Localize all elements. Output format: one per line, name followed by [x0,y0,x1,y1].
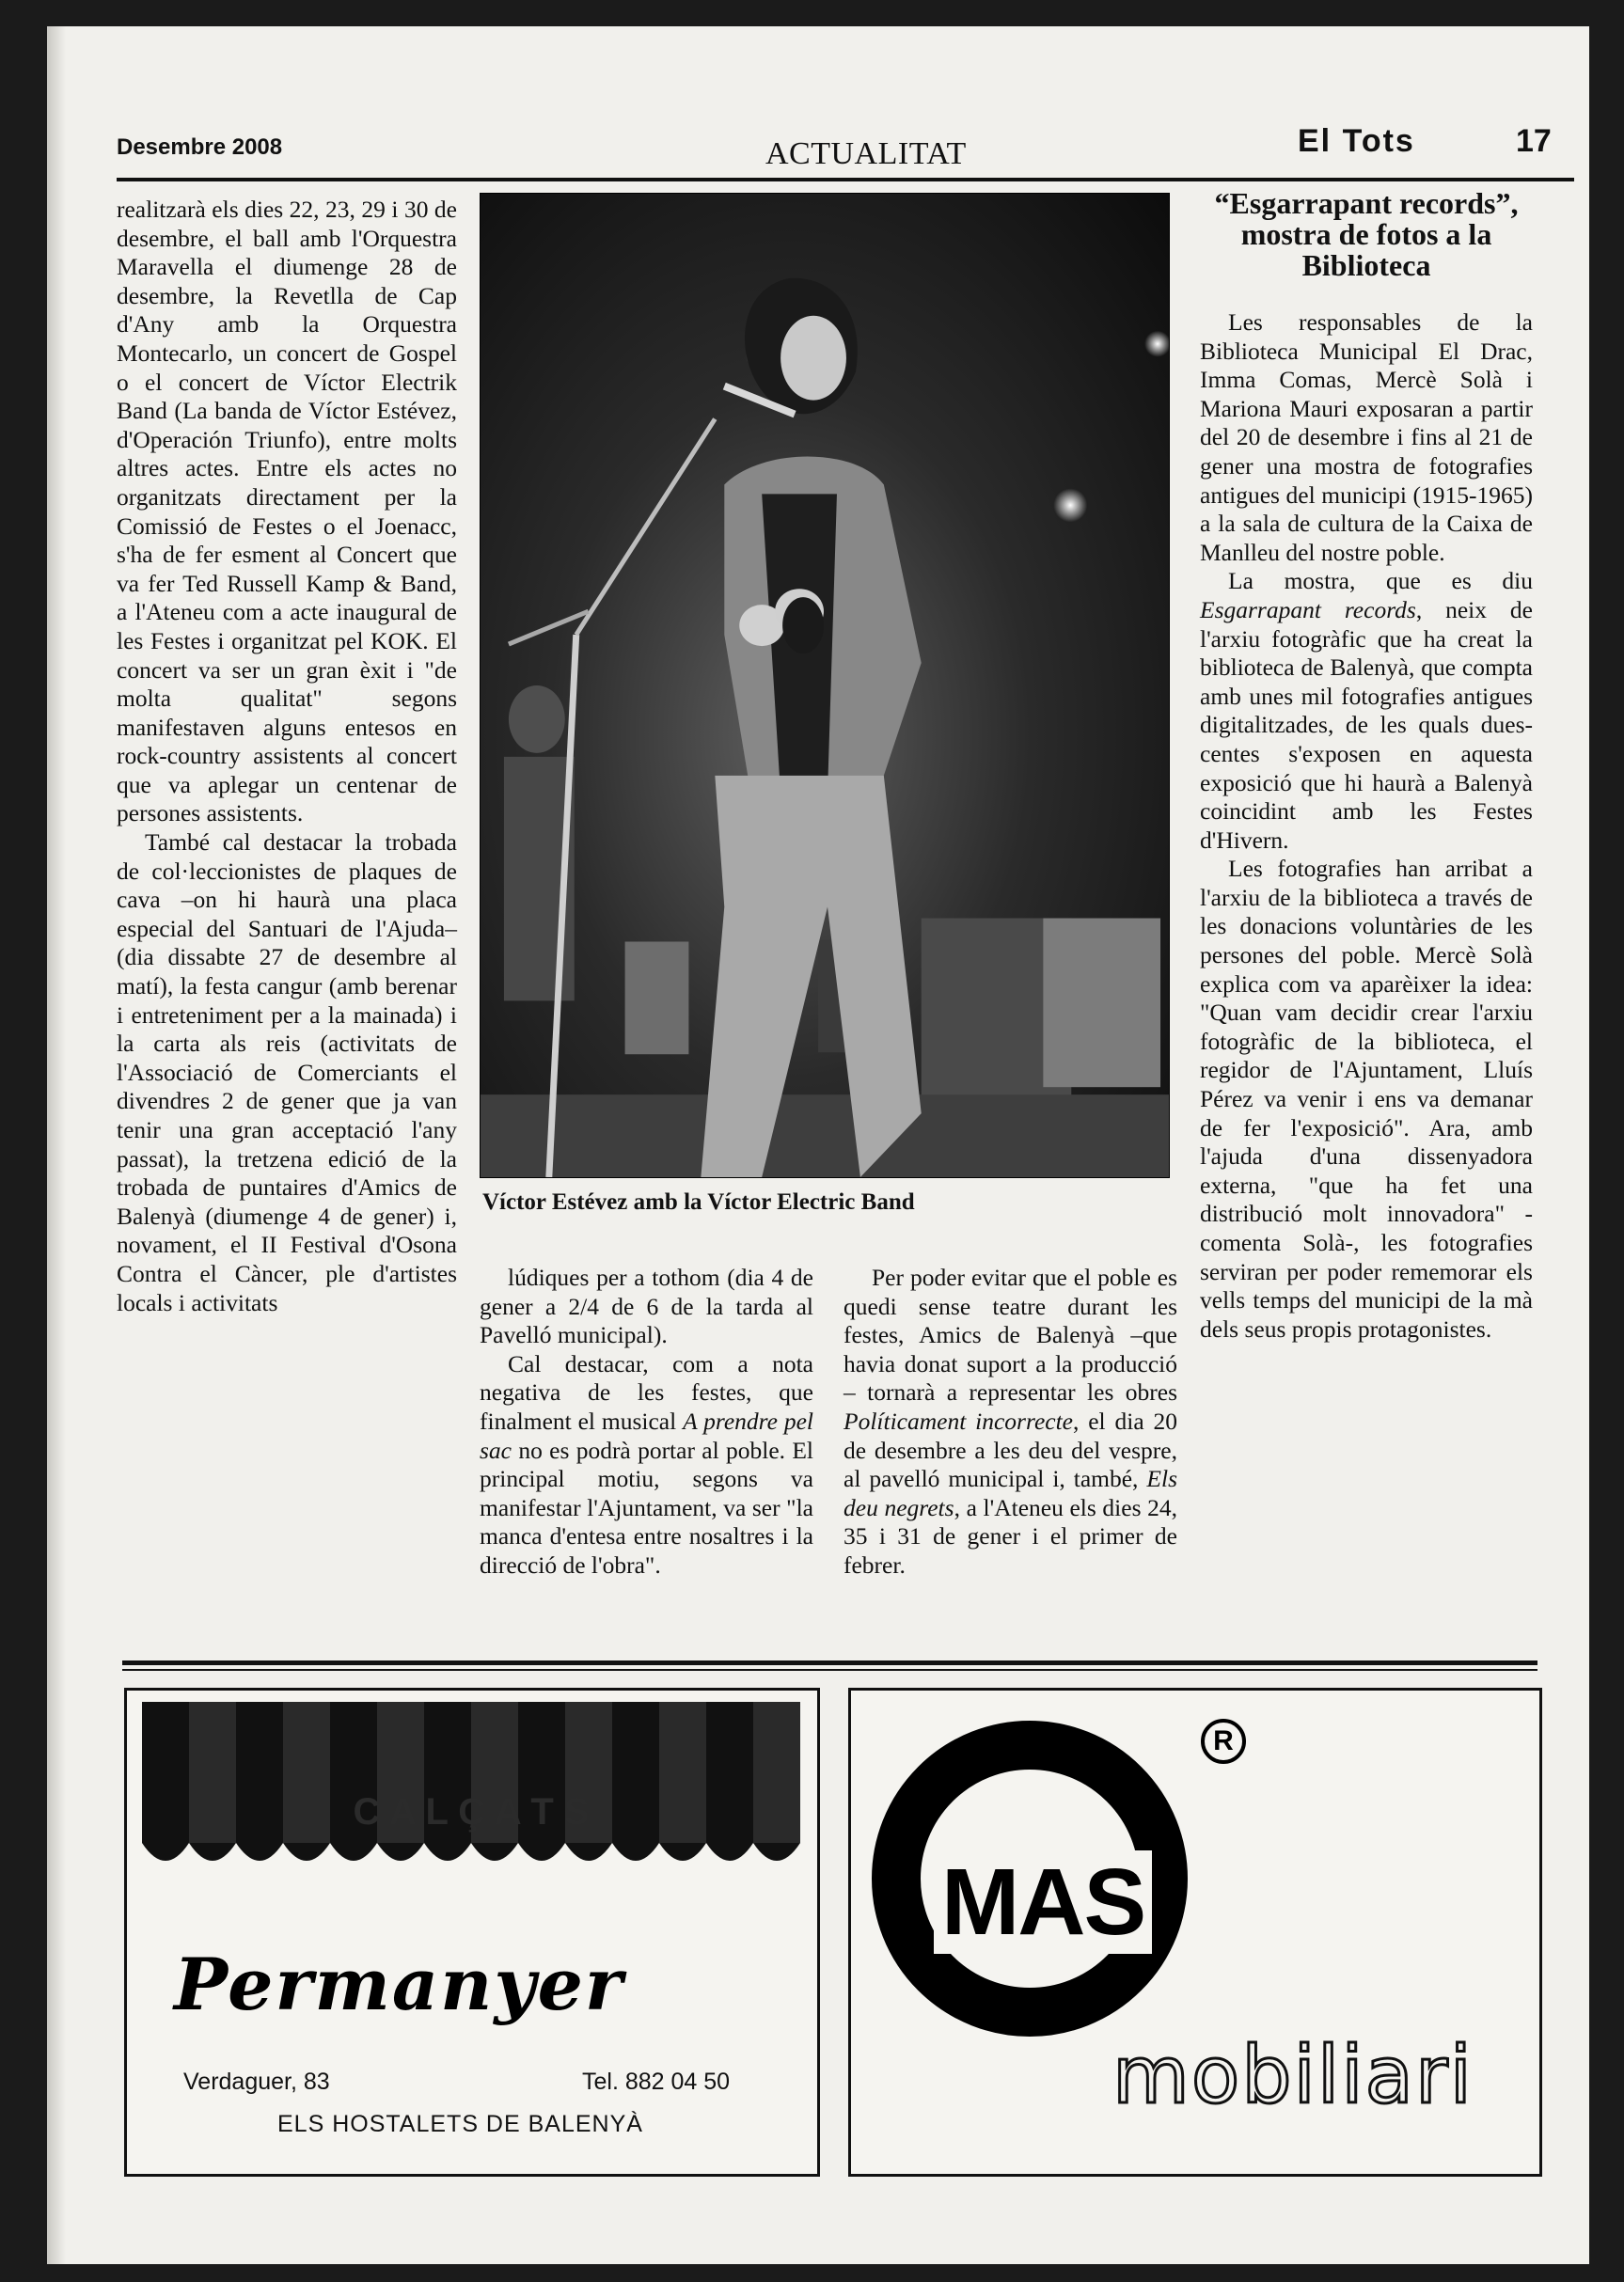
paragraph: realitzarà els dies 22, 23, 29 i 30 de desembre, el ball amb l'Orquestra Maravella el diumenge 28 de desembre, la Revetlla de Cap d'Any amb la Orquestra Montecarlo, un concert de Gospel o el concert de Víctor Electrik Band (La banda de Víctor Estévez, d'Operación Triunfo), entre molts altres actes. Entre els actes no organitzats directament per la Comissió de Festes o el Joenacc, s'ha de fer esment al Concert que va fer Ted Russell Kamp & Band, a l'Ateneu com a acte inaugural de les Festes i organitzat pel KOK. El concert va ser un gran èxit i "de molta qualitat" segons manifestaven alguns entesos en rock-country assistents al concert que va aplegar un centenar de persones assistents. [117,196,457,827]
paragraph: La mostra, que es diu Esgarrapant records, neix de l'arxiu fotogràfic que ha creat la biblioteca de Balenyà, que compta amb unes mil fotografies antigues digitalitzades, de les quals dues-centes s'exposen en aquesta exposició que hi haurà a Balenyà coincidint amb les Festes d'Hivern. [1200,567,1533,854]
page-gutter [47,26,66,2264]
sidebar-article [1200,308,1533,1344]
sidebar-headline: “Esgarrapant records”, mostra de fotos a la Biblioteca [1214,186,1519,282]
shop-phone: Tel. 882 04 50 [582,2069,731,2095]
magazine-page [47,26,1589,2264]
paragraph: Les responsables de la Biblioteca Municipal El Drac, Imma Comas, Mercè Solà i Mariona Mauri exposaran a partir del 20 de desembre i fins al 21 de gener una mostra de fotografies antigues del municipi (1915-1965) a la sala de cultura de la Caixa de Manlleu del nostre poble. [1200,308,1533,566]
magazine-name: El Tots [1298,123,1415,159]
mas-logo-text: MAS [934,1850,1152,1954]
ads-divider-rule [122,1660,1537,1665]
header-rule [117,178,1574,181]
photo-caption: Víctor Estévez amb la Víctor Electric Band [482,1189,915,1215]
paragraph: Les fotografies han arribat a l'arxiu de la biblioteca a través de les donacions voluntàries de les persones del poble. Mercè Solà explica com va aparèixer la idea: "Quan vam decidir crear l'arxiu fotogràfic de la biblioteca, el regidor de l'Ajuntament, Lluís Pérez va venir i ens va demanar de fer l'exposició". Ara, amb l'ajuda d'una dissenyadora externa, "que ha fet una distribució molt innovadora" -comenta Solà-, les fotografies serviran per poder rememorar els vells temps del municipi de la mà dels seus propis protagonistes. [1200,855,1533,1343]
article-column-3 [844,1264,1177,1581]
issue-date: Desembre 2008 [117,134,283,160]
page-header [117,97,1574,181]
ads-divider-rule-thin [122,1669,1537,1671]
mobiliari-wordmark: mobiliari [1112,2029,1474,2121]
awning-graphic [142,1702,800,1879]
section-title: ACTUALITAT [765,136,967,171]
paragraph: També cal destacar la trobada de col·leccionistes de plaques de cava –on hi haurà una placa especial del Santuari de l'Ajuda– (dia dissabte 27 de desembre al matí), la festa cangur (amb berenar i entreteniment per a la mainada) i la carta als reis (activitats de l'Associació de Comerciants el divendres 2 de gener que ja van tenir una gran acceptació l'any passat), la tretzena edició de la trobada de puntaires d'Amics de Balenyà (diumenge 4 de gener) i, novament, el II Festival d'Osona Contra el Càncer, ple d'artistes locals i activitats [117,828,457,1316]
paragraph: Per poder evitar que el poble es quedi sense teatre durant les festes, Amics de Balenyà –que havia donat suport a la producció – tornarà a representar les obres Políticament incorrecte, el dia 20 de desembre a les deu del vespre, al pavelló municipal i, també, Els deu negrets, a l'Ateneu els dies 24, 35 i 31 de gener i el primer de febrer. [844,1264,1177,1579]
calcats-permanyer-ad [124,1688,820,2177]
brand-logo-text: Permanyer [174,1943,624,2026]
registered-mark-icon: R [1201,1719,1246,1764]
page-number: 17 [1516,123,1552,159]
article-column-2 [480,1264,813,1581]
article-column-1 [117,196,457,1317]
shop-address: Verdaguer, 83 [183,2069,330,2095]
mas-mobiliari-ad [848,1688,1542,2177]
paragraph: Cal destacar, com a nota negativa de les festes, que finalment el musical A prendre pel sac no es podrà portar al poble. El principal motiu, segons va manifestar l'Ajuntament, va ser "la manca d'entesa entre nosaltres i la direcció de l'obra". [480,1349,813,1579]
paragraph: lúdiques per a tothom (dia 4 de gener a 2/4 de 6 de la tarda al Pavelló municipal). [480,1264,813,1349]
singer-on-stage-image [481,194,1169,1177]
concert-photo [480,193,1170,1178]
shop-town: ELS HOSTALETS DE BALENYÀ [277,2111,643,2137]
awning-lettering: C A L Ç A T S [353,1791,590,1833]
